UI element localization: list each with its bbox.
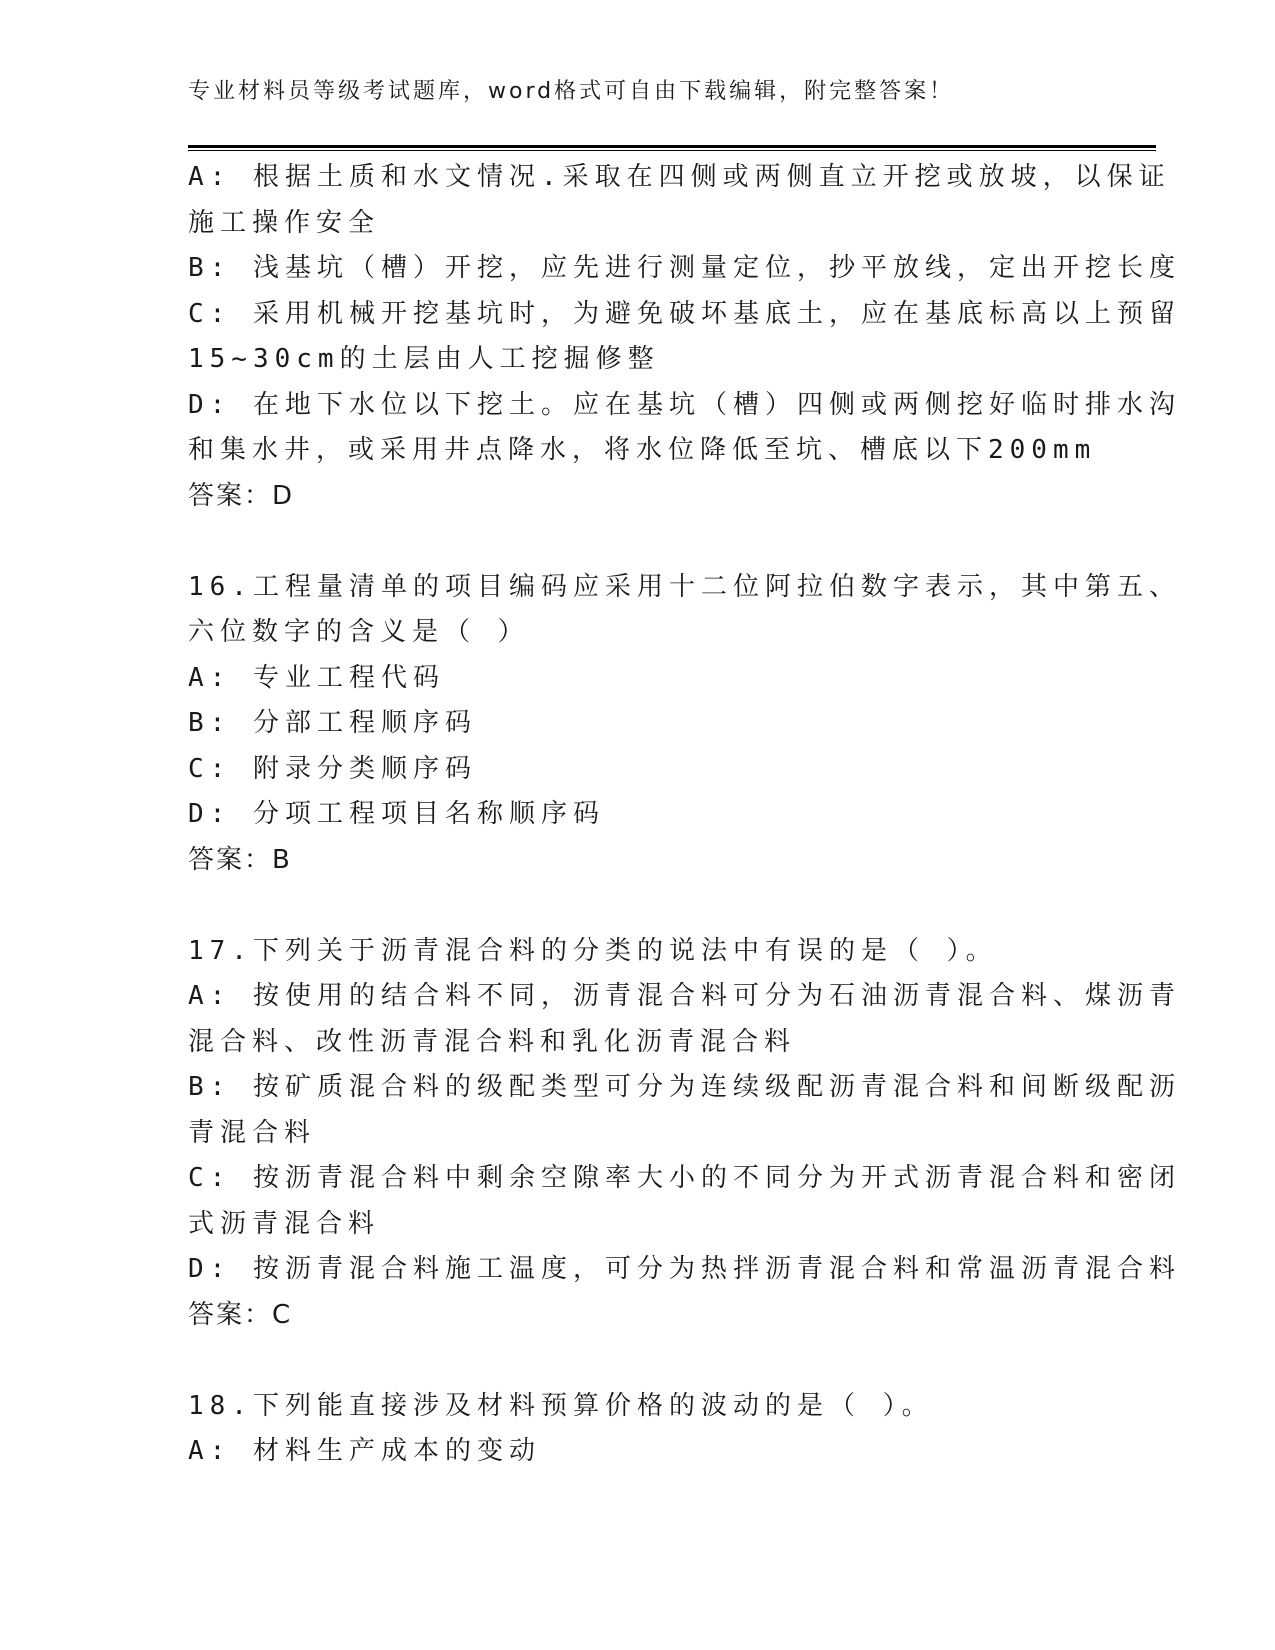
option-line: D: 按沥青混合料施工温度，可分为热拌沥青混合料和常温沥青混合料 — [188, 1254, 1181, 1284]
question-16-block — [188, 565, 1181, 884]
question-text-line: 16.工程量清单的项目编码应采用十二位阿拉伯数字表示，其中第五、 — [188, 571, 1181, 602]
answer-line: 答案：C — [188, 1299, 293, 1330]
option-line: 施工操作安全 — [188, 207, 381, 238]
option-line: C: 采用机械开挖基坑时，为避免破坏基底土，应在基底标高以上预留 — [188, 298, 1181, 329]
option-line: B: 浅基坑（槽）开挖，应先进行测量定位，抄平放线，定出开挖长度 — [188, 253, 1181, 283]
option-line: 混合料、改性沥青混合料和乳化沥青混合料 — [188, 1026, 797, 1057]
option-line: 青混合料 — [188, 1117, 317, 1148]
option-line: B: 按矿质混合料的级配类型可分为连续级配沥青混合料和间断级配沥 — [188, 1072, 1181, 1102]
spacer — [188, 519, 1068, 565]
option-line: D: 在地下水位以下挖土。应在基坑（槽）四侧或两侧挖好临时排水沟 — [188, 389, 1181, 420]
question-18-block — [188, 1384, 1068, 1475]
answer-line: 答案：D — [188, 480, 295, 511]
option-line: C: 按沥青混合料中剩余空隙率大小的不同分为开式沥青混合料和密闭 — [188, 1163, 1181, 1193]
spacer — [188, 883, 1068, 929]
question-15-block — [188, 155, 1181, 519]
spacer — [188, 1338, 1068, 1384]
option-line: A: 根据土质和水文情况.采取在四侧或两侧直立开挖或放坡，以保证 — [188, 162, 1171, 192]
option-line: 15~30cm的土层由人工挖掘修整 — [188, 344, 660, 374]
option-line: B: 分部工程顺序码 — [188, 708, 477, 738]
header-rule-thin — [188, 150, 1156, 151]
option-line: 式沥青混合料 — [188, 1208, 381, 1239]
page-header: 专业材料员等级考试题库，word格式可自由下载编辑，附完整答案！ — [188, 79, 955, 104]
question-text-line: 18.下列能直接涉及材料预算价格的波动的是（ ）。 — [188, 1390, 934, 1421]
option-line: A: 专业工程代码 — [188, 662, 445, 693]
answer-line: 答案：B — [188, 844, 292, 875]
header-rule-thick — [188, 145, 1156, 148]
option-line: 和集水井，或采用井点降水，将水位降低至坑、槽底以下200mm — [188, 435, 1097, 465]
question-text-line: 17.下列关于沥青混合料的分类的说法中有误的是（ ）。 — [188, 935, 998, 966]
document-body — [188, 155, 1181, 1475]
option-line: C: 附录分类顺序码 — [188, 753, 477, 784]
question-17-block — [188, 929, 1181, 1339]
option-line: A: 材料生产成本的变动 — [188, 1436, 541, 1466]
question-text-line: 六位数字的含义是（ ） — [188, 617, 530, 647]
option-line: D: 分项工程项目名称顺序码 — [188, 799, 605, 829]
option-line: A: 按使用的结合料不同，沥青混合料可分为石油沥青混合料、煤沥青 — [188, 981, 1181, 1011]
